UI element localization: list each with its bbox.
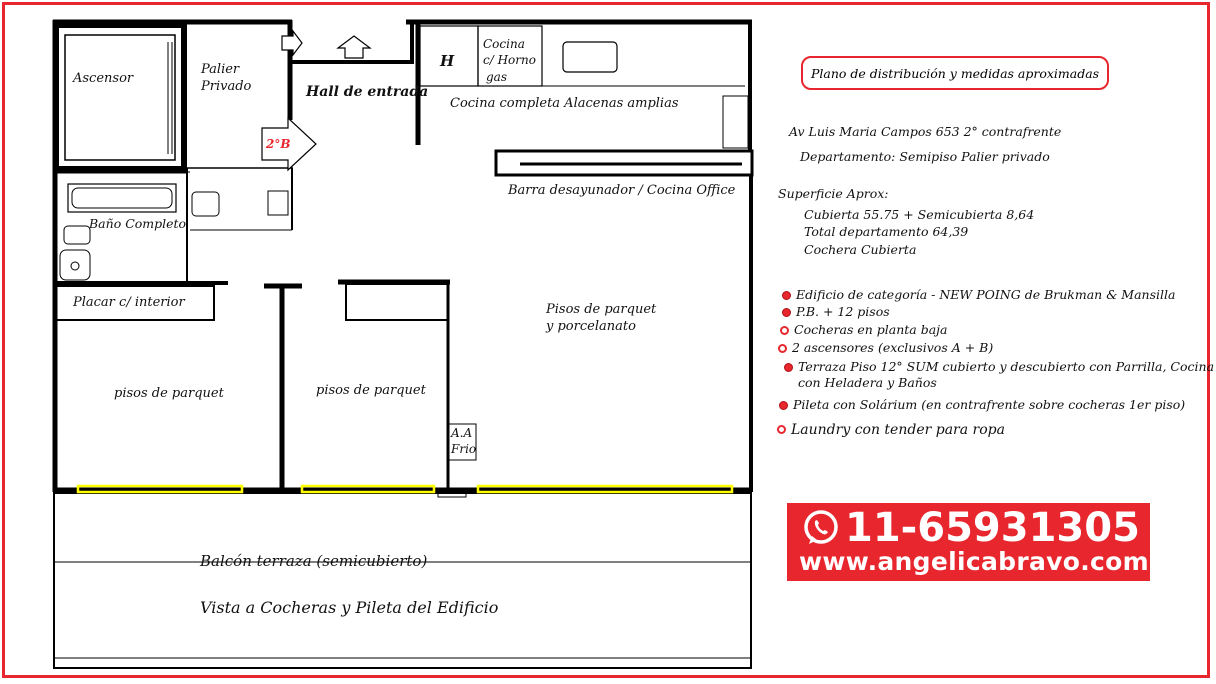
label-aa-2: Frio xyxy=(451,442,477,456)
feature-text: Pileta con Solárium (en contrafrente sobre cocheras 1er piso) xyxy=(793,397,1186,412)
address xyxy=(789,124,1061,140)
feature-item xyxy=(778,340,993,356)
depto-label: Departamento: xyxy=(800,149,896,164)
label-privado: Privado xyxy=(201,79,252,94)
bullet-icon xyxy=(782,291,791,300)
plan-title-box xyxy=(801,56,1109,90)
feature-item xyxy=(782,287,1175,303)
label-bano: Baño Completo xyxy=(89,216,187,231)
arrow-up-icon xyxy=(338,36,370,58)
label-vista: Vista a Cocheras y Pileta del Edificio xyxy=(200,598,499,617)
depto-value: Semipiso Palier privado xyxy=(899,149,1050,164)
depto-line xyxy=(800,149,1050,165)
feature-text: Terraza Piso 12° SUM cubierto y descubierto con Parrilla, Cocina xyxy=(798,359,1215,374)
whatsapp-icon xyxy=(801,508,841,548)
label-cocina-1: Cocina xyxy=(483,37,525,51)
label-balcon: Balcón terraza (semicubierto) xyxy=(200,552,428,570)
superficie-title: Superficie Aprox: xyxy=(778,186,889,201)
label-ascensor: Ascensor xyxy=(73,71,134,86)
feature-item xyxy=(779,397,1185,413)
label-pisos-dorm-2: pisos de parquet xyxy=(316,383,426,398)
bullet-icon xyxy=(780,326,789,335)
feature-item xyxy=(777,421,1005,439)
walls xyxy=(53,20,752,668)
label-depto: 2°B xyxy=(266,137,291,151)
phone-row xyxy=(801,505,1140,551)
superficie-line-2: Total departamento 64,39 xyxy=(804,224,969,239)
feature-text: 2 ascensores (exclusivos A + B) xyxy=(792,340,994,355)
feature-text: Edificio de categoría - NEW POING de Brukman & Mansilla xyxy=(796,287,1176,302)
feature-item xyxy=(782,304,890,320)
label-cocina-2: c/ Horno xyxy=(483,53,536,67)
label-pisos-living-1: Pisos de parquet xyxy=(546,302,657,317)
feature-text: P.B. + 12 pisos xyxy=(796,304,890,319)
phone-number[interactable]: 11-65931305 xyxy=(845,505,1140,551)
bullet-icon xyxy=(778,344,787,353)
address-label: Av Luis Maria xyxy=(789,124,877,139)
bullet-icon xyxy=(779,401,788,410)
bullet-icon xyxy=(777,425,786,434)
address-value: Campos 653 2° contrafrente xyxy=(880,124,1062,139)
label-pisos-dorm-1: pisos de parquet xyxy=(114,386,224,401)
feature-text: Cocheras en planta baja xyxy=(794,322,948,337)
label-cocina-3: gas xyxy=(486,70,507,84)
label-barra: Barra desayunador / Cocina Office xyxy=(508,183,736,198)
label-hall: Hall de entrada xyxy=(306,84,429,100)
label-cocina-completa: Cocina completa Alacenas amplias xyxy=(450,96,679,111)
bullet-icon xyxy=(784,363,793,372)
label-placar: Placar c/ interior xyxy=(73,295,185,310)
superficie-line-1: Cubierta 55.75 + Semicubierta 8,64 xyxy=(804,207,1035,222)
label-palier: Palier xyxy=(201,62,240,77)
label-aa-1: A.A xyxy=(451,426,473,440)
label-pisos-living-2: y porcelanato xyxy=(546,319,636,334)
feature-item xyxy=(780,322,948,338)
website-link[interactable]: www.angelicabravo.com xyxy=(799,547,1149,576)
plan-title: Plano de distribución y medidas aproximadas xyxy=(811,65,1100,81)
contact-box xyxy=(787,503,1150,581)
feature-text-cont: con Heladera y Baños xyxy=(798,375,937,391)
superficie-line-3: Cochera Cubierta xyxy=(804,242,917,257)
feature-item xyxy=(784,359,1214,392)
feature-text: Laundry con tender para ropa xyxy=(791,422,1005,438)
label-h: H xyxy=(440,52,455,70)
bullet-icon xyxy=(782,308,791,317)
